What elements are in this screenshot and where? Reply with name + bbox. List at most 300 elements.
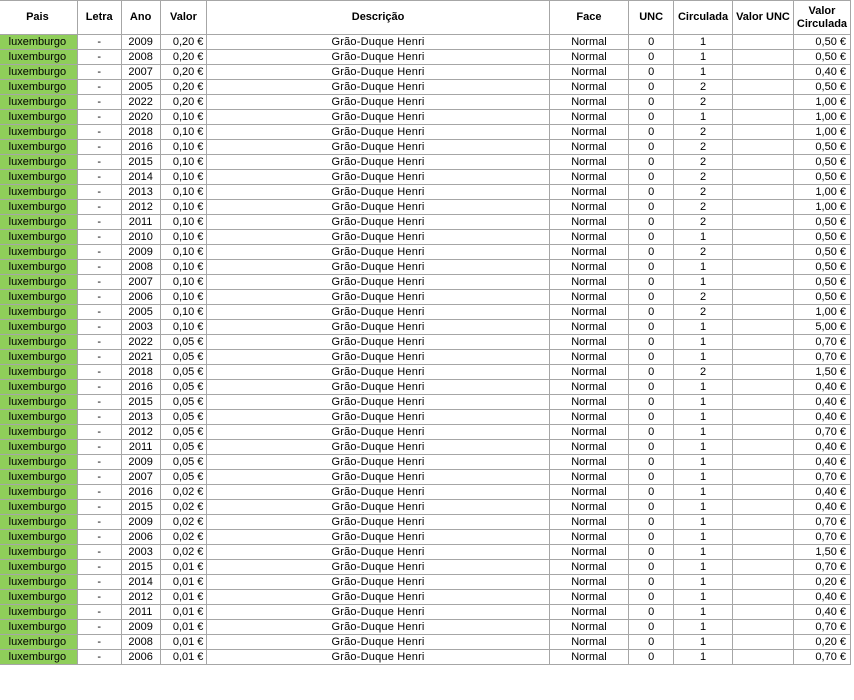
cell-valor-unc[interactable] — [732, 440, 793, 455]
cell-circulada[interactable]: 2 — [674, 200, 733, 215]
cell-circulada[interactable]: 1 — [674, 560, 733, 575]
cell-face[interactable]: Normal — [549, 200, 629, 215]
cell-descricao[interactable]: Grão-Duque Henri — [207, 230, 549, 245]
cell-letra[interactable]: - — [77, 650, 121, 665]
cell-ano[interactable]: 2014 — [121, 575, 160, 590]
cell-face[interactable]: Normal — [549, 620, 629, 635]
cell-valor[interactable]: 0,02 € — [160, 500, 207, 515]
cell-descricao[interactable]: Grão-Duque Henri — [207, 185, 549, 200]
cell-circulada[interactable]: 1 — [674, 410, 733, 425]
cell-valor-unc[interactable] — [732, 560, 793, 575]
cell-unc[interactable]: 0 — [629, 515, 674, 530]
cell-descricao[interactable]: Grão-Duque Henri — [207, 365, 549, 380]
cell-unc[interactable]: 0 — [629, 380, 674, 395]
cell-circulada[interactable]: 2 — [674, 140, 733, 155]
cell-letra[interactable]: - — [77, 605, 121, 620]
cell-letra[interactable]: - — [77, 260, 121, 275]
cell-letra[interactable]: - — [77, 575, 121, 590]
cell-face[interactable]: Normal — [549, 170, 629, 185]
cell-unc[interactable]: 0 — [629, 215, 674, 230]
cell-descricao[interactable]: Grão-Duque Henri — [207, 350, 549, 365]
cell-ano[interactable]: 2022 — [121, 95, 160, 110]
cell-valor[interactable]: 0,20 € — [160, 65, 207, 80]
cell-descricao[interactable]: Grão-Duque Henri — [207, 500, 549, 515]
cell-descricao[interactable]: Grão-Duque Henri — [207, 620, 549, 635]
cell-letra[interactable]: - — [77, 50, 121, 65]
cell-circulada[interactable]: 1 — [674, 530, 733, 545]
cell-valor-circulada[interactable]: 1,00 € — [793, 95, 850, 110]
cell-descricao[interactable]: Grão-Duque Henri — [207, 245, 549, 260]
cell-valor[interactable]: 0,10 € — [160, 200, 207, 215]
cell-descricao[interactable]: Grão-Duque Henri — [207, 290, 549, 305]
cell-pais[interactable]: luxemburgo — [0, 485, 77, 500]
cell-valor-circulada[interactable]: 1,00 € — [793, 185, 850, 200]
cell-letra[interactable]: - — [77, 185, 121, 200]
cell-circulada[interactable]: 1 — [674, 110, 733, 125]
cell-pais[interactable]: luxemburgo — [0, 305, 77, 320]
cell-ano[interactable]: 2007 — [121, 470, 160, 485]
cell-face[interactable]: Normal — [549, 530, 629, 545]
cell-letra[interactable]: - — [77, 500, 121, 515]
cell-letra[interactable]: - — [77, 350, 121, 365]
cell-valor-circulada[interactable]: 0,40 € — [793, 500, 850, 515]
cell-pais[interactable]: luxemburgo — [0, 350, 77, 365]
cell-ano[interactable]: 2008 — [121, 260, 160, 275]
cell-ano[interactable]: 2018 — [121, 365, 160, 380]
cell-letra[interactable]: - — [77, 290, 121, 305]
cell-ano[interactable]: 2008 — [121, 50, 160, 65]
cell-unc[interactable]: 0 — [629, 620, 674, 635]
cell-ano[interactable]: 2012 — [121, 200, 160, 215]
cell-valor-circulada[interactable]: 0,40 € — [793, 605, 850, 620]
cell-unc[interactable]: 0 — [629, 590, 674, 605]
cell-pais[interactable]: luxemburgo — [0, 605, 77, 620]
cell-pais[interactable]: luxemburgo — [0, 635, 77, 650]
cell-descricao[interactable]: Grão-Duque Henri — [207, 110, 549, 125]
cell-valor[interactable]: 0,05 € — [160, 350, 207, 365]
cell-descricao[interactable]: Grão-Duque Henri — [207, 395, 549, 410]
cell-circulada[interactable]: 1 — [674, 275, 733, 290]
cell-valor-circulada[interactable]: 0,50 € — [793, 230, 850, 245]
cell-descricao[interactable]: Grão-Duque Henri — [207, 455, 549, 470]
cell-pais[interactable]: luxemburgo — [0, 125, 77, 140]
cell-valor[interactable]: 0,01 € — [160, 575, 207, 590]
cell-circulada[interactable]: 1 — [674, 230, 733, 245]
cell-descricao[interactable]: Grão-Duque Henri — [207, 275, 549, 290]
cell-letra[interactable]: - — [77, 530, 121, 545]
cell-valor-unc[interactable] — [732, 95, 793, 110]
cell-circulada[interactable]: 2 — [674, 155, 733, 170]
cell-descricao[interactable]: Grão-Duque Henri — [207, 380, 549, 395]
cell-letra[interactable]: - — [77, 470, 121, 485]
cell-face[interactable]: Normal — [549, 245, 629, 260]
cell-ano[interactable]: 2006 — [121, 530, 160, 545]
cell-valor[interactable]: 0,01 € — [160, 635, 207, 650]
cell-pais[interactable]: luxemburgo — [0, 290, 77, 305]
cell-valor[interactable]: 0,20 € — [160, 95, 207, 110]
cell-ano[interactable]: 2015 — [121, 395, 160, 410]
cell-valor-circulada[interactable]: 0,20 € — [793, 635, 850, 650]
cell-letra[interactable]: - — [77, 140, 121, 155]
cell-letra[interactable]: - — [77, 395, 121, 410]
cell-ano[interactable]: 2007 — [121, 275, 160, 290]
cell-circulada[interactable]: 2 — [674, 95, 733, 110]
cell-pais[interactable]: luxemburgo — [0, 365, 77, 380]
cell-valor-unc[interactable] — [732, 260, 793, 275]
cell-face[interactable]: Normal — [549, 485, 629, 500]
cell-face[interactable]: Normal — [549, 320, 629, 335]
cell-ano[interactable]: 2015 — [121, 155, 160, 170]
cell-descricao[interactable]: Grão-Duque Henri — [207, 545, 549, 560]
cell-valor-circulada[interactable]: 0,50 € — [793, 80, 850, 95]
cell-valor[interactable]: 0,01 € — [160, 560, 207, 575]
cell-valor[interactable]: 0,10 € — [160, 305, 207, 320]
cell-valor-unc[interactable] — [732, 305, 793, 320]
cell-valor[interactable]: 0,05 € — [160, 470, 207, 485]
cell-letra[interactable]: - — [77, 515, 121, 530]
cell-pais[interactable]: luxemburgo — [0, 245, 77, 260]
cell-valor-unc[interactable] — [732, 590, 793, 605]
cell-ano[interactable]: 2008 — [121, 635, 160, 650]
cell-valor-unc[interactable] — [732, 65, 793, 80]
cell-unc[interactable]: 0 — [629, 305, 674, 320]
cell-face[interactable]: Normal — [549, 425, 629, 440]
cell-descricao[interactable]: Grão-Duque Henri — [207, 650, 549, 665]
cell-valor[interactable]: 0,05 € — [160, 365, 207, 380]
cell-valor-unc[interactable] — [732, 425, 793, 440]
cell-unc[interactable]: 0 — [629, 290, 674, 305]
cell-unc[interactable]: 0 — [629, 110, 674, 125]
cell-pais[interactable]: luxemburgo — [0, 620, 77, 635]
cell-circulada[interactable]: 1 — [674, 485, 733, 500]
cell-valor-unc[interactable] — [732, 170, 793, 185]
cell-valor[interactable]: 0,10 € — [160, 275, 207, 290]
header-unc[interactable]: UNC — [629, 1, 674, 35]
cell-descricao[interactable]: Grão-Duque Henri — [207, 590, 549, 605]
cell-descricao[interactable]: Grão-Duque Henri — [207, 260, 549, 275]
cell-pais[interactable]: luxemburgo — [0, 110, 77, 125]
cell-valor[interactable]: 0,20 € — [160, 35, 207, 50]
cell-valor[interactable]: 0,02 € — [160, 485, 207, 500]
cell-unc[interactable]: 0 — [629, 455, 674, 470]
cell-face[interactable]: Normal — [549, 440, 629, 455]
header-pais[interactable]: Pais — [0, 1, 77, 35]
cell-valor-unc[interactable] — [732, 365, 793, 380]
cell-letra[interactable]: - — [77, 215, 121, 230]
cell-face[interactable]: Normal — [549, 575, 629, 590]
cell-valor-circulada[interactable]: 1,50 € — [793, 365, 850, 380]
cell-ano[interactable]: 2012 — [121, 590, 160, 605]
cell-pais[interactable]: luxemburgo — [0, 425, 77, 440]
cell-ano[interactable]: 2009 — [121, 35, 160, 50]
cell-valor-circulada[interactable]: 0,40 € — [793, 590, 850, 605]
cell-face[interactable]: Normal — [549, 110, 629, 125]
cell-ano[interactable]: 2016 — [121, 485, 160, 500]
cell-face[interactable]: Normal — [549, 50, 629, 65]
cell-valor[interactable]: 0,05 € — [160, 335, 207, 350]
cell-circulada[interactable]: 1 — [674, 605, 733, 620]
cell-valor-circulada[interactable]: 0,40 € — [793, 380, 850, 395]
cell-unc[interactable]: 0 — [629, 155, 674, 170]
cell-circulada[interactable]: 1 — [674, 515, 733, 530]
cell-valor-unc[interactable] — [732, 515, 793, 530]
cell-pais[interactable]: luxemburgo — [0, 500, 77, 515]
cell-unc[interactable]: 0 — [629, 530, 674, 545]
cell-pais[interactable]: luxemburgo — [0, 215, 77, 230]
cell-circulada[interactable]: 2 — [674, 245, 733, 260]
cell-face[interactable]: Normal — [549, 350, 629, 365]
cell-letra[interactable]: - — [77, 335, 121, 350]
cell-descricao[interactable]: Grão-Duque Henri — [207, 80, 549, 95]
cell-valor-circulada[interactable]: 0,40 € — [793, 485, 850, 500]
cell-circulada[interactable]: 2 — [674, 125, 733, 140]
cell-pais[interactable]: luxemburgo — [0, 65, 77, 80]
cell-valor-circulada[interactable]: 0,50 € — [793, 170, 850, 185]
cell-valor[interactable]: 0,10 € — [160, 245, 207, 260]
cell-face[interactable]: Normal — [549, 140, 629, 155]
cell-circulada[interactable]: 2 — [674, 215, 733, 230]
cell-valor-unc[interactable] — [732, 215, 793, 230]
cell-valor[interactable]: 0,02 € — [160, 545, 207, 560]
header-descricao[interactable]: Descrição — [207, 1, 549, 35]
cell-letra[interactable]: - — [77, 230, 121, 245]
cell-circulada[interactable]: 1 — [674, 650, 733, 665]
cell-valor[interactable]: 0,10 € — [160, 125, 207, 140]
cell-valor-unc[interactable] — [732, 290, 793, 305]
cell-letra[interactable]: - — [77, 560, 121, 575]
cell-ano[interactable]: 2021 — [121, 350, 160, 365]
cell-face[interactable]: Normal — [549, 230, 629, 245]
cell-valor[interactable]: 0,01 € — [160, 620, 207, 635]
cell-letra[interactable]: - — [77, 410, 121, 425]
cell-letra[interactable]: - — [77, 170, 121, 185]
cell-ano[interactable]: 2016 — [121, 380, 160, 395]
cell-face[interactable]: Normal — [549, 470, 629, 485]
cell-ano[interactable]: 2010 — [121, 230, 160, 245]
cell-letra[interactable]: - — [77, 440, 121, 455]
cell-pais[interactable]: luxemburgo — [0, 440, 77, 455]
cell-valor-unc[interactable] — [732, 245, 793, 260]
cell-ano[interactable]: 2014 — [121, 170, 160, 185]
cell-circulada[interactable]: 1 — [674, 440, 733, 455]
cell-valor[interactable]: 0,10 € — [160, 230, 207, 245]
cell-valor-unc[interactable] — [732, 575, 793, 590]
cell-valor-circulada[interactable]: 0,70 € — [793, 350, 850, 365]
cell-letra[interactable]: - — [77, 590, 121, 605]
cell-circulada[interactable]: 1 — [674, 35, 733, 50]
cell-face[interactable]: Normal — [549, 380, 629, 395]
cell-valor-unc[interactable] — [732, 530, 793, 545]
header-valor-circulada[interactable]: Valor Circulada — [793, 1, 850, 35]
cell-circulada[interactable]: 1 — [674, 320, 733, 335]
cell-unc[interactable]: 0 — [629, 320, 674, 335]
cell-pais[interactable]: luxemburgo — [0, 650, 77, 665]
cell-face[interactable]: Normal — [549, 275, 629, 290]
cell-ano[interactable]: 2006 — [121, 290, 160, 305]
cell-valor[interactable]: 0,10 € — [160, 140, 207, 155]
cell-descricao[interactable]: Grão-Duque Henri — [207, 410, 549, 425]
cell-circulada[interactable]: 1 — [674, 590, 733, 605]
cell-circulada[interactable]: 1 — [674, 620, 733, 635]
header-valor[interactable]: Valor — [160, 1, 207, 35]
cell-descricao[interactable]: Grão-Duque Henri — [207, 470, 549, 485]
cell-face[interactable]: Normal — [549, 185, 629, 200]
cell-letra[interactable]: - — [77, 485, 121, 500]
cell-descricao[interactable]: Grão-Duque Henri — [207, 515, 549, 530]
cell-valor-unc[interactable] — [732, 155, 793, 170]
cell-circulada[interactable]: 1 — [674, 350, 733, 365]
cell-valor-circulada[interactable]: 0,70 € — [793, 470, 850, 485]
cell-valor-unc[interactable] — [732, 545, 793, 560]
cell-face[interactable]: Normal — [549, 305, 629, 320]
cell-valor-circulada[interactable]: 0,40 € — [793, 65, 850, 80]
cell-valor-circulada[interactable]: 5,00 € — [793, 320, 850, 335]
cell-letra[interactable]: - — [77, 275, 121, 290]
cell-valor[interactable]: 0,10 € — [160, 260, 207, 275]
cell-face[interactable]: Normal — [549, 215, 629, 230]
cell-ano[interactable]: 2013 — [121, 410, 160, 425]
cell-face[interactable]: Normal — [549, 335, 629, 350]
cell-unc[interactable]: 0 — [629, 170, 674, 185]
cell-valor-unc[interactable] — [732, 125, 793, 140]
cell-pais[interactable]: luxemburgo — [0, 530, 77, 545]
cell-valor-circulada[interactable]: 0,40 € — [793, 410, 850, 425]
cell-valor[interactable]: 0,01 € — [160, 605, 207, 620]
cell-valor-circulada[interactable]: 0,70 € — [793, 425, 850, 440]
cell-face[interactable]: Normal — [549, 410, 629, 425]
cell-circulada[interactable]: 1 — [674, 50, 733, 65]
cell-ano[interactable]: 2018 — [121, 125, 160, 140]
cell-valor-unc[interactable] — [732, 80, 793, 95]
cell-valor[interactable]: 0,10 € — [160, 215, 207, 230]
cell-circulada[interactable]: 2 — [674, 305, 733, 320]
cell-pais[interactable]: luxemburgo — [0, 35, 77, 50]
cell-unc[interactable]: 0 — [629, 470, 674, 485]
cell-valor[interactable]: 0,20 € — [160, 80, 207, 95]
cell-circulada[interactable]: 1 — [674, 65, 733, 80]
cell-face[interactable]: Normal — [549, 35, 629, 50]
cell-valor-circulada[interactable]: 0,50 € — [793, 140, 850, 155]
cell-face[interactable]: Normal — [549, 500, 629, 515]
cell-valor[interactable]: 0,05 € — [160, 455, 207, 470]
cell-pais[interactable]: luxemburgo — [0, 185, 77, 200]
cell-face[interactable]: Normal — [549, 560, 629, 575]
cell-face[interactable]: Normal — [549, 65, 629, 80]
cell-letra[interactable]: - — [77, 425, 121, 440]
cell-face[interactable]: Normal — [549, 125, 629, 140]
cell-descricao[interactable]: Grão-Duque Henri — [207, 125, 549, 140]
cell-valor-circulada[interactable]: 1,00 € — [793, 305, 850, 320]
cell-face[interactable]: Normal — [549, 515, 629, 530]
cell-pais[interactable]: luxemburgo — [0, 560, 77, 575]
cell-valor-circulada[interactable]: 1,00 € — [793, 110, 850, 125]
header-ano[interactable]: Ano — [121, 1, 160, 35]
cell-circulada[interactable]: 1 — [674, 395, 733, 410]
cell-unc[interactable]: 0 — [629, 230, 674, 245]
cell-ano[interactable]: 2005 — [121, 80, 160, 95]
cell-face[interactable]: Normal — [549, 605, 629, 620]
cell-descricao[interactable]: Grão-Duque Henri — [207, 605, 549, 620]
cell-valor-circulada[interactable]: 0,40 € — [793, 455, 850, 470]
cell-valor-circulada[interactable]: 0,70 € — [793, 515, 850, 530]
cell-pais[interactable]: luxemburgo — [0, 275, 77, 290]
cell-ano[interactable]: 2011 — [121, 215, 160, 230]
cell-descricao[interactable]: Grão-Duque Henri — [207, 530, 549, 545]
cell-descricao[interactable]: Grão-Duque Henri — [207, 485, 549, 500]
cell-unc[interactable]: 0 — [629, 65, 674, 80]
cell-ano[interactable]: 2003 — [121, 320, 160, 335]
cell-pais[interactable]: luxemburgo — [0, 545, 77, 560]
header-letra[interactable]: Letra — [77, 1, 121, 35]
cell-valor-circulada[interactable]: 0,50 € — [793, 245, 850, 260]
cell-ano[interactable]: 2022 — [121, 335, 160, 350]
cell-face[interactable]: Normal — [549, 80, 629, 95]
cell-face[interactable]: Normal — [549, 635, 629, 650]
cell-unc[interactable]: 0 — [629, 260, 674, 275]
cell-unc[interactable]: 0 — [629, 650, 674, 665]
cell-valor-unc[interactable] — [732, 350, 793, 365]
cell-letra[interactable]: - — [77, 245, 121, 260]
cell-pais[interactable]: luxemburgo — [0, 470, 77, 485]
cell-descricao[interactable]: Grão-Duque Henri — [207, 335, 549, 350]
cell-ano[interactable]: 2005 — [121, 305, 160, 320]
cell-pais[interactable]: luxemburgo — [0, 410, 77, 425]
cell-pais[interactable]: luxemburgo — [0, 80, 77, 95]
cell-descricao[interactable]: Grão-Duque Henri — [207, 215, 549, 230]
cell-valor-unc[interactable] — [732, 500, 793, 515]
cell-circulada[interactable]: 1 — [674, 425, 733, 440]
cell-valor-circulada[interactable]: 0,40 € — [793, 395, 850, 410]
cell-circulada[interactable]: 2 — [674, 290, 733, 305]
cell-descricao[interactable]: Grão-Duque Henri — [207, 305, 549, 320]
cell-letra[interactable]: - — [77, 320, 121, 335]
cell-descricao[interactable]: Grão-Duque Henri — [207, 50, 549, 65]
cell-valor-unc[interactable] — [732, 395, 793, 410]
cell-pais[interactable]: luxemburgo — [0, 320, 77, 335]
cell-valor[interactable]: 0,10 € — [160, 320, 207, 335]
cell-circulada[interactable]: 1 — [674, 335, 733, 350]
cell-ano[interactable]: 2007 — [121, 65, 160, 80]
header-valor-unc[interactable]: Valor UNC — [732, 1, 793, 35]
cell-letra[interactable]: - — [77, 200, 121, 215]
cell-valor-circulada[interactable]: 0,70 € — [793, 335, 850, 350]
cell-valor-circulada[interactable]: 1,00 € — [793, 200, 850, 215]
cell-valor-circulada[interactable]: 0,70 € — [793, 620, 850, 635]
cell-face[interactable]: Normal — [549, 365, 629, 380]
cell-circulada[interactable]: 1 — [674, 455, 733, 470]
cell-valor-unc[interactable] — [732, 380, 793, 395]
cell-valor-unc[interactable] — [732, 185, 793, 200]
cell-unc[interactable]: 0 — [629, 560, 674, 575]
cell-valor-unc[interactable] — [732, 200, 793, 215]
cell-valor-unc[interactable] — [732, 605, 793, 620]
cell-circulada[interactable]: 2 — [674, 170, 733, 185]
cell-letra[interactable]: - — [77, 635, 121, 650]
cell-valor-unc[interactable] — [732, 410, 793, 425]
cell-ano[interactable]: 2009 — [121, 245, 160, 260]
cell-valor[interactable]: 0,05 € — [160, 410, 207, 425]
cell-valor[interactable]: 0,01 € — [160, 650, 207, 665]
cell-valor[interactable]: 0,10 € — [160, 185, 207, 200]
cell-descricao[interactable]: Grão-Duque Henri — [207, 35, 549, 50]
header-circulada[interactable]: Circulada — [674, 1, 733, 35]
cell-letra[interactable]: - — [77, 380, 121, 395]
cell-face[interactable]: Normal — [549, 95, 629, 110]
cell-valor[interactable]: 0,10 € — [160, 155, 207, 170]
cell-circulada[interactable]: 2 — [674, 365, 733, 380]
cell-unc[interactable]: 0 — [629, 200, 674, 215]
cell-valor[interactable]: 0,10 € — [160, 110, 207, 125]
